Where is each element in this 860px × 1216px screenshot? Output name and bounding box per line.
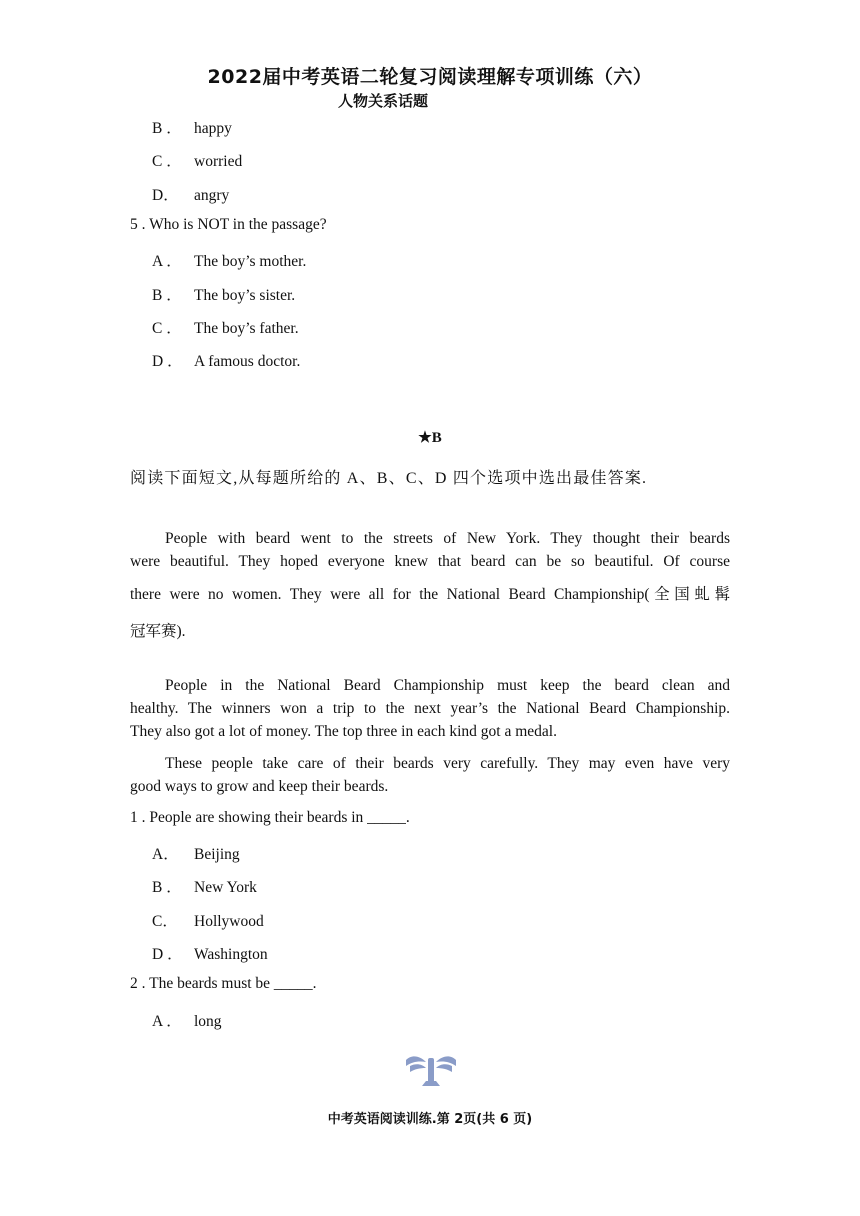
passage-paragraph-3	[130, 752, 730, 798]
q5-option-c: C ． The boy’s father.	[152, 320, 299, 337]
page-footer: 中考英语阅读训练.第 2页(共 6 页)	[327, 1112, 533, 1127]
q5-option-a: A ． The boy’s mother.	[152, 253, 307, 270]
page-subtitle: 人物关系话题	[338, 92, 429, 110]
passage-line: They also got a lot of money. The top three in each kind got a medal.	[130, 723, 557, 740]
q1-option-d: D ． Washington	[152, 946, 268, 963]
passage-line: People with beard went to the streets of New York. They thought their beards	[165, 530, 730, 547]
q1-option-c: C． Hollywood	[152, 913, 264, 930]
question-2-stem: 2 . The beards must be _____.	[130, 975, 317, 992]
passage-line: were beautiful. They hoped everyone knew that beard can be so beautiful. Of course	[130, 553, 730, 570]
q1-option-b: B ． New York	[152, 879, 257, 896]
question-5-stem: 5 . Who is NOT in the passage?	[130, 216, 327, 233]
q5-option-d: D ． A famous doctor.	[152, 353, 301, 370]
passage-line: These people take care of their beards very carefully. They may even have very	[165, 755, 730, 772]
passage-line: 冠军赛).	[130, 623, 186, 640]
passage-paragraph-2	[130, 674, 730, 743]
passage-paragraph-1	[130, 527, 730, 643]
option-b: B ． happy	[152, 120, 232, 137]
section-heading: ★B	[418, 430, 442, 446]
passage-line: People in the National Beard Championship must keep the beard clean and	[165, 677, 730, 694]
passage-line: good ways to grow and keep their beards.	[130, 778, 389, 795]
passage-line: healthy. The winners won a trip to the next year’s the National Beard Championship.	[130, 700, 730, 717]
option-d: D． angry	[152, 187, 230, 204]
page-title: 2022届中考英语二轮复习阅读理解专项训练（六）	[207, 66, 653, 88]
question-1-stem: 1 . People are showing their beards in _____.	[130, 809, 410, 826]
q1-option-a: A． Beijing	[152, 846, 240, 863]
publisher-logo-icon	[404, 1052, 458, 1088]
passage-line: there were no women. They were all for the National Beard Championship(全国虬髯	[130, 586, 730, 603]
q2-option-a: A ． long	[152, 1013, 222, 1030]
q5-option-b: B ． The boy’s sister.	[152, 287, 296, 304]
section-instruction: 阅读下面短文,从每题所给的 A、B、C、D 四个选项中选出最佳答案.	[130, 470, 648, 487]
option-c: C ． worried	[152, 153, 243, 170]
